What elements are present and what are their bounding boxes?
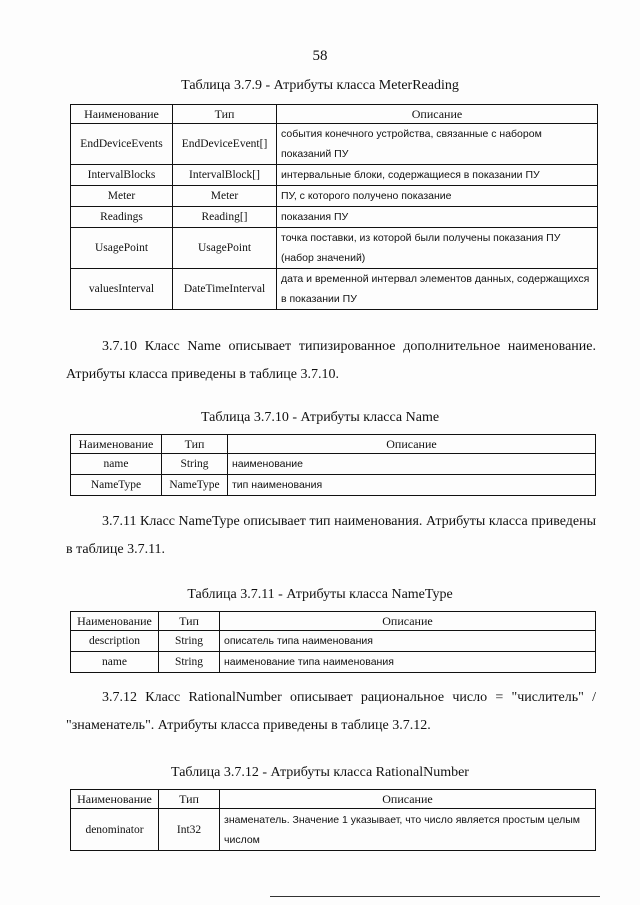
table-header-row: [71, 105, 598, 124]
cell-name: valuesInterval: [71, 269, 173, 310]
cell-type: EndDeviceEvent[]: [173, 124, 277, 165]
header-type: Тип: [159, 612, 220, 631]
table-header-row: [71, 612, 596, 631]
table-header-row: [71, 790, 596, 809]
cell-description: наименование: [228, 454, 596, 475]
cell-name: Meter: [71, 186, 173, 207]
table-row: [71, 652, 596, 673]
cell-description: точка поставки, из которой были получены показания ПУ (набор значений): [277, 228, 598, 269]
cell-description: наименование типа наименования: [220, 652, 596, 673]
table-name-type: [70, 611, 596, 673]
table-row: [71, 207, 598, 228]
cell-description: ПУ, с которого получено показание: [277, 186, 598, 207]
header-description: Описание: [220, 790, 596, 809]
table-row: [71, 269, 598, 310]
header-name: Наименование: [71, 435, 162, 454]
cell-type: String: [162, 454, 228, 475]
cell-name: Readings: [71, 207, 173, 228]
table-3-7-11-caption: Таблица 3.7.11 - Атрибуты класса NameType: [187, 587, 453, 602]
header-type: Тип: [162, 435, 228, 454]
paragraph-3-7-12: 3.7.12 Класс RationalNumber описывает рациональное число = "числитель" / "знаменатель". Атрибуты класса приведены в таблице 3.7.12.: [66, 690, 596, 733]
cell-type: DateTimeInterval: [173, 269, 277, 310]
header-name: Наименование: [71, 105, 173, 124]
table-row: [71, 631, 596, 652]
cell-description: показания ПУ: [277, 207, 598, 228]
header-type: Тип: [173, 105, 277, 124]
cell-name: name: [71, 652, 159, 673]
cell-description: знаменатель. Значение 1 указывает, что число является простым целым числом: [220, 809, 596, 851]
paragraph-3-7-10: 3.7.10 Класс Name описывает типизированное дополнительное наименование. Атрибуты класса приведены в таблице 3.7.10.: [66, 339, 596, 382]
page-number: 58: [312, 48, 328, 64]
cell-type: Int32: [159, 809, 220, 851]
cell-type: UsagePoint: [173, 228, 277, 269]
cell-description: события конечного устройства, связанные с набором показаний ПУ: [277, 124, 598, 165]
cell-type: String: [159, 631, 220, 652]
table-row: [71, 124, 598, 165]
table-row: [71, 228, 598, 269]
table-3-7-12-caption: Таблица 3.7.12 - Атрибуты класса RationalNumber: [171, 765, 469, 780]
cell-name: EndDeviceEvents: [71, 124, 173, 165]
cell-description: тип наименования: [228, 475, 596, 496]
table-meter-reading: [70, 104, 598, 310]
table-row: [71, 165, 598, 186]
table-name: [70, 434, 596, 496]
cell-name: description: [71, 631, 159, 652]
page-bottom-divider: [270, 896, 600, 897]
header-type: Тип: [159, 790, 220, 809]
cell-type: Reading[]: [173, 207, 277, 228]
cell-type: IntervalBlock[]: [173, 165, 277, 186]
cell-name: NameType: [71, 475, 162, 496]
paragraph-3-7-11: 3.7.11 Класс NameType описывает тип наименования. Атрибуты класса приведены в таблице 3.7.11.: [66, 514, 596, 557]
table-header-row: [71, 435, 596, 454]
table-row: [71, 475, 596, 496]
header-name: Наименование: [71, 790, 159, 809]
cell-name: name: [71, 454, 162, 475]
cell-type: NameType: [162, 475, 228, 496]
header-name: Наименование: [71, 612, 159, 631]
cell-name: UsagePoint: [71, 228, 173, 269]
table-3-7-9-caption: Таблица 3.7.9 - Атрибуты класса MeterReading: [181, 78, 459, 93]
cell-name: IntervalBlocks: [71, 165, 173, 186]
table-rational-number: [70, 789, 596, 851]
cell-description: интервальные блоки, содержащиеся в показании ПУ: [277, 165, 598, 186]
header-description: Описание: [228, 435, 596, 454]
table-3-7-10-caption: Таблица 3.7.10 - Атрибуты класса Name: [200, 410, 440, 425]
header-description: Описание: [277, 105, 598, 124]
table-row: [71, 809, 596, 851]
cell-name: denominator: [71, 809, 159, 851]
cell-description: дата и временной интервал элементов данных, содержащихся в показании ПУ: [277, 269, 598, 310]
table-row: [71, 454, 596, 475]
cell-type: Meter: [173, 186, 277, 207]
cell-description: описатель типа наименования: [220, 631, 596, 652]
table-row: [71, 186, 598, 207]
cell-type: String: [159, 652, 220, 673]
header-description: Описание: [220, 612, 596, 631]
